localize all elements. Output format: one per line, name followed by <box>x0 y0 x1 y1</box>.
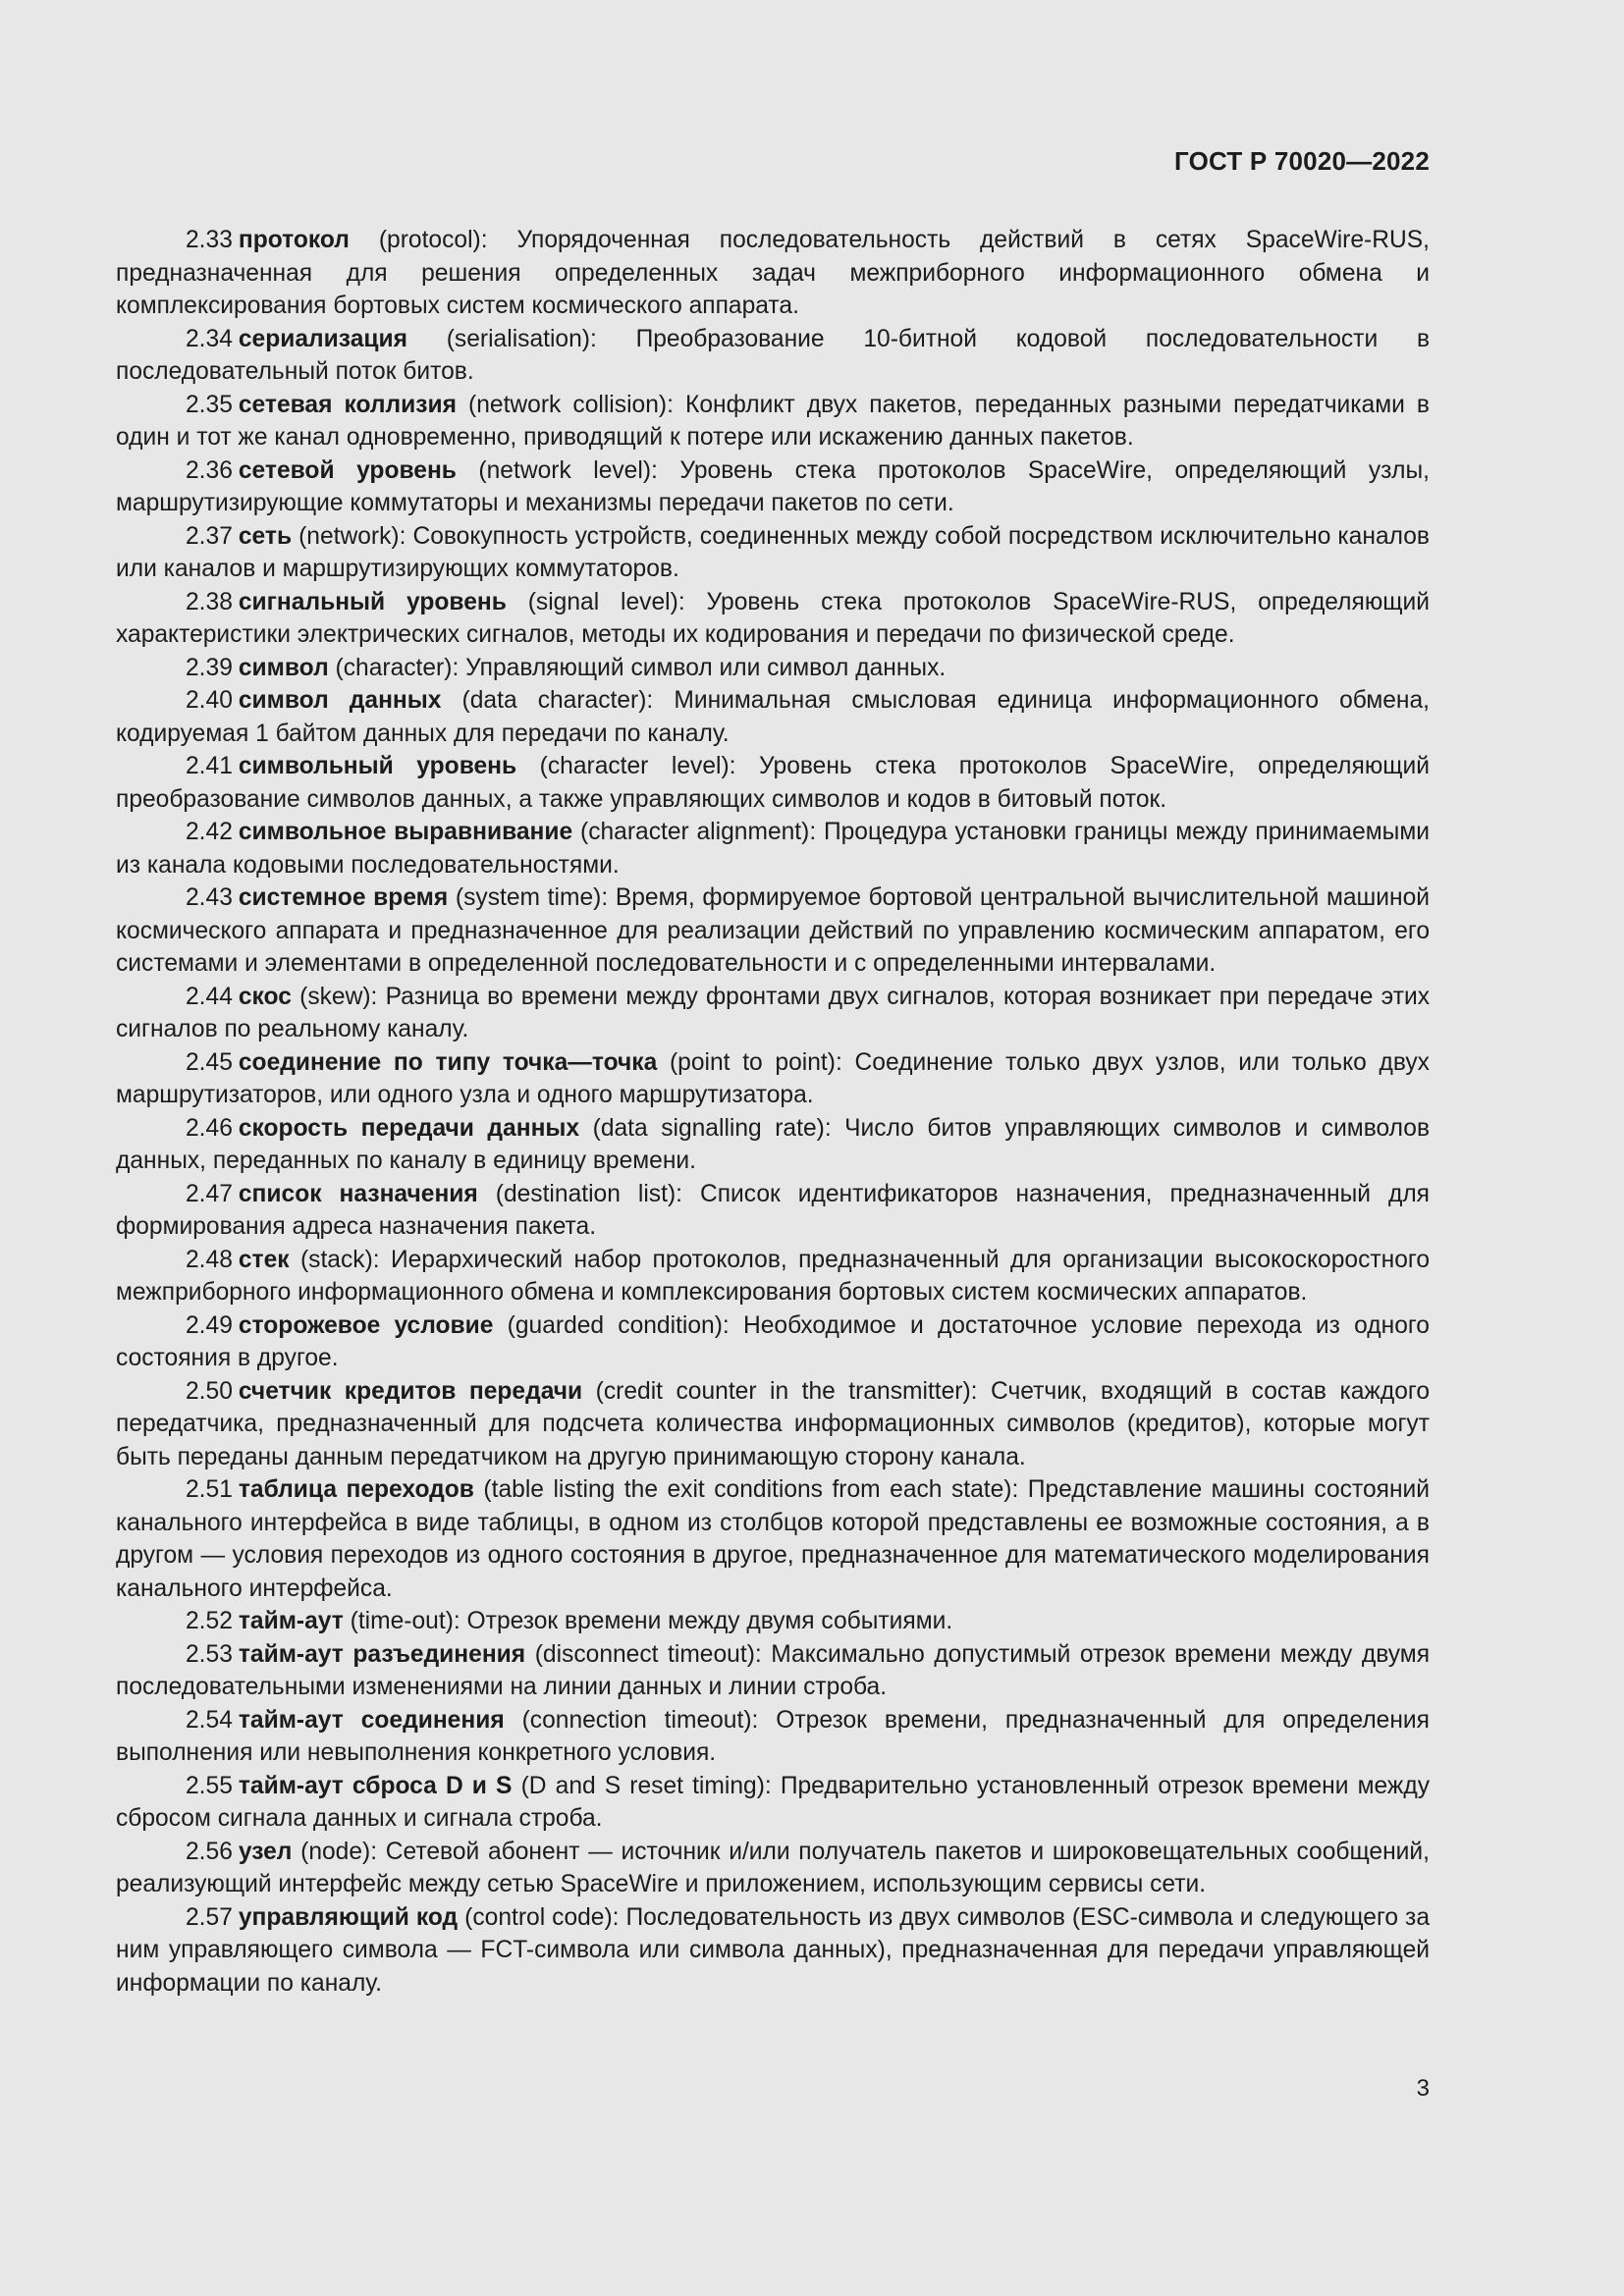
term-title: символьный уровень <box>238 753 517 779</box>
term-entry: 2.53 тайм-аут разъединения (disconnect timeout): Максимально допустимый отрезок времени между двумя последовательными изменениями на линии данных и линии строба. <box>116 1640 1431 1700</box>
term-definition: Соединение только двух узлов, или только двух маршрутизаторов, или одного узла и одного маршрутизатора. <box>116 1048 1430 1108</box>
term-number: 2.40 <box>186 687 233 714</box>
term-title: счетчик кредитов передачи <box>238 1377 583 1405</box>
term-english: time-out <box>357 1608 446 1634</box>
term-title: сигнальный уровень <box>238 588 507 615</box>
term-number: 2.55 <box>186 1772 233 1799</box>
term-title: протокол <box>238 227 350 253</box>
term-definition: Отрезок времени между двумя событиями. <box>466 1608 953 1634</box>
term-english: character level <box>547 753 722 779</box>
term-definition: Уровень стека протоколов SpaceWire, определяющий узлы, маршрутизирующие коммутаторы и механизмы передачи пакетов по сети. <box>116 456 1430 516</box>
page-number: 3 <box>1416 2075 1430 2102</box>
term-entry: 2.42 символьное выравнивание (character alignment): Процедура установки границы между принимаемыми из канала кодовыми последовательностями. <box>116 819 1430 879</box>
term-definition: Отрезок времени, предназначенный для определения выполнения или невыполнения конкретного условия. <box>116 1706 1430 1766</box>
term-entry: 2.34 сериализация (serialisation): Преобразование 10-битной кодовой последовательности в последовательный поток битов. <box>116 325 1431 385</box>
term-definition: Счетчик, входящий в состав каждого передатчика, предназначенный для подсчета количества информационных символов (кредитов), которые могут быть переданы данным передатчиком на другую принимающую сторону канала. <box>116 1377 1431 1470</box>
term-title: сериализация <box>238 325 407 352</box>
term-title: символ данных <box>238 687 442 714</box>
term-title: стек <box>238 1246 290 1273</box>
term-number: 2.50 <box>186 1377 233 1405</box>
term-number: 2.33 <box>186 227 233 253</box>
term-title: управляющий код <box>238 1903 459 1931</box>
terms-list <box>116 224 1430 2000</box>
term-english: skew <box>307 983 363 1010</box>
term-english: credit counter in the transmitter <box>603 1377 963 1405</box>
term-definition: Максимально допустимый отрезок времени между двумя последовательными изменениями на линии данных и линии строба. <box>116 1640 1431 1700</box>
term-english: protocol <box>387 227 473 253</box>
term-entry: 2.46 скорость передачи данных (data signalling rate): Число битов управляющих символов и символов данных, переданных по каналу в единицу времени. <box>116 1114 1431 1174</box>
term-entry: 2.57 управляющий код (control code): Последовательность из двух символов (ESC-символа и следующего за ним управляющего символа — FCT-символа или символа данных), предназначенная для передачи управляющей информации по каналу. <box>116 1903 1431 1997</box>
term-number: 2.53 <box>186 1640 233 1668</box>
term-number: 2.51 <box>186 1476 233 1503</box>
term-title: список назначения <box>238 1180 478 1207</box>
term-english: destination list <box>503 1180 668 1207</box>
term-english: network level <box>486 456 643 484</box>
term-number: 2.47 <box>186 1180 233 1207</box>
term-number: 2.54 <box>186 1706 233 1734</box>
term-english: D and S reset timing <box>528 1772 757 1799</box>
term-definition: Совокупность устройств, соединенных между собой посредством исключительно каналов или каналов и маршрутизирующих коммутаторов. <box>116 522 1430 582</box>
term-entry: 2.39 символ (character): Управляющий символ или символ данных. <box>186 654 947 681</box>
term-number: 2.45 <box>186 1048 233 1076</box>
term-definition: Уровень стека протоколов SpaceWire, определяющий преобразование символов данных, а также управляющих символов и кодов в битовый поток. <box>116 753 1431 813</box>
term-definition: Упорядоченная последовательность действий в сетях SpaceWire-RUS, предназначенная для решения определенных задач межприборного информационного обмена и комплексирования бортовых систем космического аппарата. <box>116 227 1430 319</box>
term-entry: 2.33 протокол (protocol): Упорядоченная последовательность действий в сетях SpaceWire-RUS, предназначенная для решения определенных задач межприборного информационного обмена и комплексирования бортовых систем космического аппарата. <box>116 227 1430 319</box>
term-english: serialisation <box>454 325 582 352</box>
term-definition: Число битов управляющих символов и символов данных, переданных по каналу в единицу времени. <box>116 1114 1431 1174</box>
term-entry: 2.50 счетчик кредитов передачи (credit counter in the transmitter): Счетчик, входящий в состав каждого передатчика, предназначенный для подсчета количества информационных символов (кредитов), которые могут быть переданы данным передатчиком на другую принимающую сторону канала. <box>116 1377 1431 1470</box>
term-definition: Преобразование 10-битной кодовой последовательности в последовательный поток битов. <box>116 325 1431 385</box>
term-english: signal level <box>535 588 671 615</box>
term-number: 2.52 <box>186 1608 233 1634</box>
term-definition: Процедура установки границы между принимаемыми из канала кодовыми последовательностями. <box>116 819 1430 879</box>
term-number: 2.57 <box>186 1903 233 1931</box>
term-english: network <box>306 522 392 550</box>
term-title: сторожевое условие <box>238 1311 494 1339</box>
term-number: 2.56 <box>186 1838 233 1865</box>
term-number: 2.46 <box>186 1114 233 1142</box>
term-definition: Разница во времени между фронтами двух сигналов, которая возникает при передаче этих сигналов по реальному каналу. <box>116 983 1430 1042</box>
term-number: 2.38 <box>186 588 233 615</box>
term-title: тайм-аут <box>238 1608 344 1634</box>
term-definition: Представление машины состояний канального интерфейса в виде таблицы, в одном из столбцов которой представлены ее возможные состояния, а в другом — условия переходов из одного состояния в другое, предназначенное для математического моделирования канального интерфейса. <box>116 1476 1431 1602</box>
term-title: тайм-аут сброса D и S <box>238 1772 513 1799</box>
term-title: сетевой уровень <box>238 456 457 484</box>
term-number: 2.41 <box>186 753 233 779</box>
term-title: символ <box>238 654 329 681</box>
term-entry: 2.47 список назначения (destination list): Список идентификаторов назначения, предназначенный для формирования адреса назначения пакета. <box>116 1180 1430 1240</box>
term-entry: 2.40 символ данных (data character): Минимальная смысловая единица информационного обмена, кодируемая 1 байтом данных для передачи по каналу. <box>116 687 1431 747</box>
term-number: 2.49 <box>186 1311 233 1339</box>
term-entry: 2.41 символьный уровень (character level): Уровень стека протоколов SpaceWire, определяющий преобразование символов данных, а также управляющих символов и кодов в битовый поток. <box>116 753 1431 813</box>
term-title: скос <box>238 983 292 1010</box>
term-english: control code <box>472 1903 605 1931</box>
term-entry: 2.38 сигнальный уровень (signal level): Уровень стека протоколов SpaceWire-RUS, определяющий характеристики электрических сигналов, методы их кодирования и передачи по физической среде. <box>116 588 1430 648</box>
term-definition: Управляющий символ или символ данных. <box>465 654 947 681</box>
term-title: таблица переходов <box>238 1476 474 1503</box>
term-english: guarded condition <box>514 1311 715 1339</box>
term-number: 2.39 <box>186 654 233 681</box>
term-definition: Последовательность из двух символов (ESC-символа и следующего за ним управляющего символа — FCT-символа или символа данных), предназначенная для передачи управляющей информации по каналу. <box>116 1903 1431 1997</box>
document-header: ГОСТ Р 70020—2022 <box>1174 146 1430 176</box>
term-english: data character <box>469 687 639 714</box>
term-definition: Сетевой абонент — источник и/или получатель пакетов и широковещательных сообщений, реализующий интерфейс между сетью SpaceWire и приложением, использующим сервисы сети. <box>116 1838 1430 1897</box>
term-number: 2.36 <box>186 456 233 484</box>
term-entry: 2.44 скос (skew): Разница во времени между фронтами двух сигналов, которая возникает при передаче этих сигналов по реальному каналу. <box>116 983 1430 1042</box>
term-number: 2.43 <box>186 884 233 911</box>
term-title: сетевая коллизия <box>238 391 457 418</box>
term-number: 2.37 <box>186 522 233 550</box>
term-title: соединение по типу точка—точка <box>238 1048 658 1076</box>
term-title: тайм-аут разъединения <box>238 1640 526 1668</box>
term-definition: Иерархический набор протоколов, предназначенный для организации высокоскоростного межприборного информационного обмена и комплексирования бортовых систем космических аппаратов. <box>116 1246 1431 1306</box>
term-definition: Время, формируемое бортовой центральной вычислительной машиной космического аппарата и предназначенное для реализации действий по управлению космическим аппаратом, его системами и элементами в определенной последовательности и с определенными интервалами. <box>116 884 1430 977</box>
term-definition: Список идентификаторов назначения, предназначенный для формирования адреса назначения пакета. <box>116 1180 1430 1240</box>
term-number: 2.44 <box>186 983 233 1010</box>
term-english: connection timeout <box>529 1706 744 1734</box>
term-number: 2.42 <box>186 819 233 845</box>
term-entry: 2.55 тайм-аут сброса D и S (D and S reset timing): Предварительно установленный отрезок времени между сбросом сигнала данных и сигнала строба. <box>116 1772 1431 1832</box>
term-title: узел <box>238 1838 293 1865</box>
term-english: node <box>308 1838 363 1865</box>
term-number: 2.35 <box>186 391 233 418</box>
term-english: character alignment <box>588 819 802 845</box>
term-english: table listing the exit conditions from each state <box>491 1476 1004 1503</box>
term-definition: Уровень стека протоколов SpaceWire-RUS, определяющий характеристики электрических сигналов, методы их кодирования и передачи по физической среде. <box>116 588 1430 648</box>
term-entry: 2.56 узел (node): Сетевой абонент — источник и/или получатель пакетов и широковещательных сообщений, реализующий интерфейс между сетью SpaceWire и приложением, использующим сервисы сети. <box>116 1838 1430 1897</box>
term-entry: 2.51 таблица переходов (table listing the exit conditions from each state): Представление машины состояний канального интерфейса в виде таблицы, в одном из столбцов которой представлены ее возможные состояния, а в другом — условия переходов из одного состояния в другое, предназначенное для математического моделирования канального интерфейса. <box>116 1476 1431 1602</box>
term-english: disconnect timeout <box>542 1640 747 1668</box>
term-entry: 2.37 сеть (network): Совокупность устройств, соединенных между собой посредством исключительно каналов или каналов и маршрутизирующих коммутаторов. <box>116 522 1430 582</box>
term-title: скорость передачи данных <box>238 1114 580 1142</box>
term-english: data signalling rate <box>600 1114 817 1142</box>
term-entry: 2.52 тайм-аут (time-out): Отрезок времени между двумя событиями. <box>186 1608 953 1634</box>
term-english: character <box>343 654 445 681</box>
term-entry: 2.35 сетевая коллизия (network collision): Конфликт двух пакетов, переданных разными передатчиками в один и тот же канал одновременно, приводящий к потере или искажению данных пакетов. <box>116 391 1431 451</box>
term-entry: 2.54 тайм-аут соединения (connection timeout): Отрезок времени, предназначенный для определения выполнения или невыполнения конкретного условия. <box>116 1706 1430 1766</box>
term-title: тайм-аут соединения <box>238 1706 505 1734</box>
term-english: stack <box>308 1246 365 1273</box>
term-entry: 2.48 стек (stack): Иерархический набор протоколов, предназначенный для организации высокоскоростного межприборного информационного обмена и комплексирования бортовых систем космических аппаратов. <box>116 1246 1431 1306</box>
term-title: сеть <box>238 522 293 550</box>
term-definition: Минимальная смысловая единица информационного обмена, кодируемая 1 байтом данных для передачи по каналу. <box>116 687 1431 747</box>
term-definition: Конфликт двух пакетов, переданных разными передатчиками в один и тот же канал одновременно, приводящий к потере или искажению данных пакетов. <box>116 391 1431 451</box>
term-definition: Необходимое и достаточное условие перехода из одного состояния в другое. <box>116 1311 1430 1371</box>
term-english: point to point <box>677 1048 828 1076</box>
term-english: system time <box>463 884 594 911</box>
term-number: 2.34 <box>186 325 233 352</box>
term-english: network collision <box>476 391 659 418</box>
term-entry: 2.43 системное время (system time): Время, формируемое бортовой центральной вычислительной машиной космического аппарата и предназначенное для реализации действий по управлению космическим аппаратом, его системами и элементами в определенной последовательности и с определенными интервалами. <box>116 884 1430 977</box>
term-title: символьное выравнивание <box>238 819 573 845</box>
term-entry: 2.49 сторожевое условие (guarded condition): Необходимое и достаточное условие перехода из одного состояния в другое. <box>116 1311 1430 1371</box>
term-entry: 2.45 соединение по типу точка—точка (point to point): Соединение только двух узлов, или только двух маршрутизаторов, или одного узла и одного маршрутизатора. <box>116 1048 1430 1108</box>
term-number: 2.48 <box>186 1246 233 1273</box>
term-title: системное время <box>238 884 449 911</box>
term-definition: Предварительно установленный отрезок времени между сбросом сигнала данных и сигнала строба. <box>116 1772 1431 1832</box>
term-entry: 2.36 сетевой уровень (network level): Уровень стека протоколов SpaceWire, определяющий узлы, маршрутизирующие коммутаторы и механизмы передачи пакетов по сети. <box>116 456 1430 516</box>
